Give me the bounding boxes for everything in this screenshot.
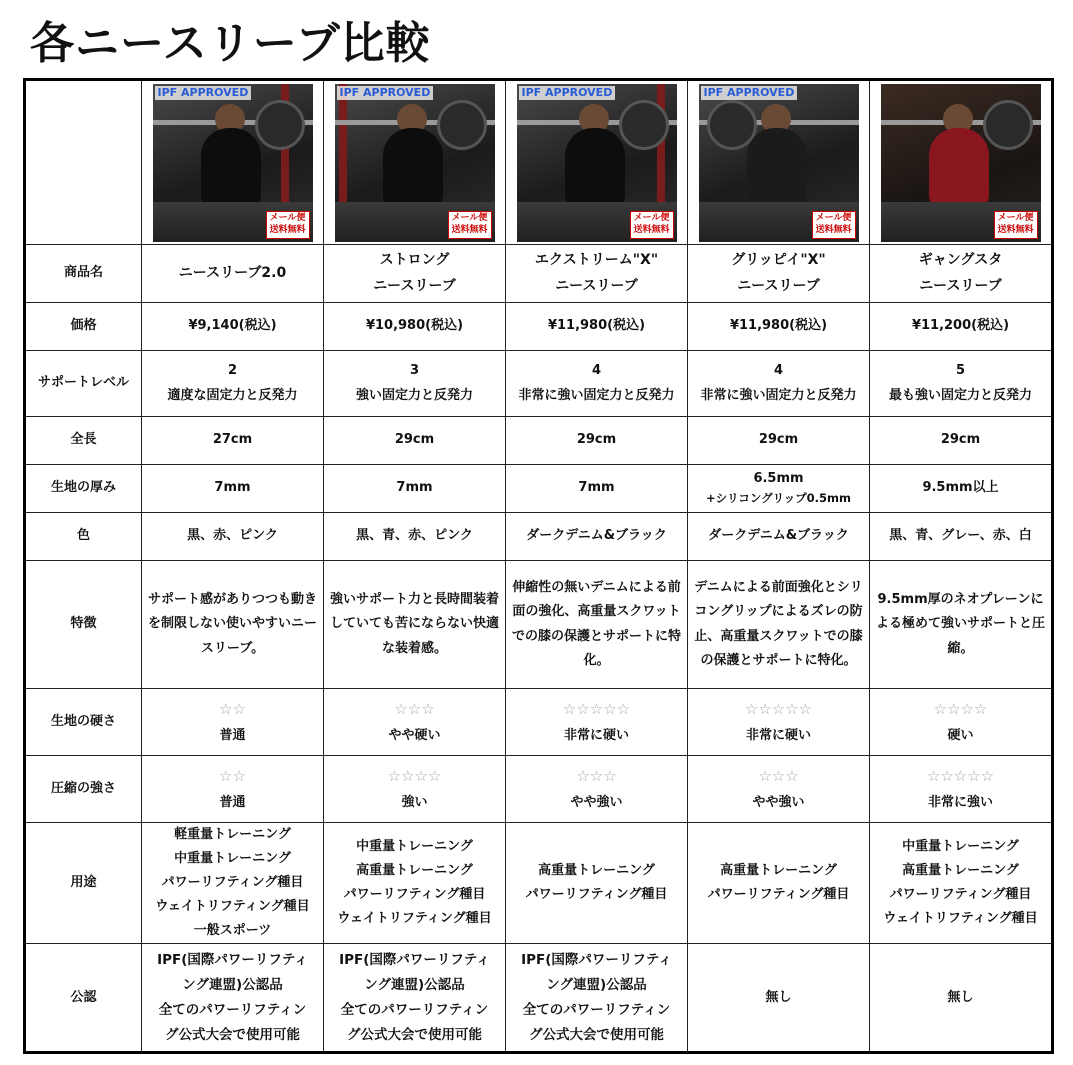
thickness-cell: 6.5mm +シリコングリップ0.5mm <box>688 465 870 513</box>
thickness-cell: 9.5mm以上 <box>870 465 1053 513</box>
product-photo-cell <box>688 80 870 245</box>
product-photo[interactable] <box>699 84 859 242</box>
length-cell: 29cm <box>506 417 688 465</box>
product-photo-cell <box>142 80 324 245</box>
usage-cell: 高重量トレーニング パワーリフティング種目 <box>688 823 870 944</box>
star-rating: ☆☆☆☆ <box>933 700 988 719</box>
ipf-approved-logo: IPF APPROVED <box>701 86 798 100</box>
free-shipping-badge: メール便 送料無料 <box>266 211 310 239</box>
approval-cell: IPF(国際パワーリフティ ング連盟)公認品 全てのパワーリフティン グ公式大会で使用可能 <box>142 944 324 1053</box>
comparison-table <box>23 78 1054 1054</box>
support-cell: 2 適度な固定力と反発力 <box>142 351 324 417</box>
color-cell: ダークデニム&ブラック <box>506 513 688 561</box>
star-rating: ☆☆☆☆☆ <box>562 700 631 719</box>
page-title: 各ニースリーブ比較 <box>30 18 431 69</box>
corner-cell <box>25 80 142 245</box>
features-cell: 強いサポート力と長時間装着していても苦にならない快適な装着感。 <box>324 561 506 689</box>
approval-cell: 無し <box>870 944 1053 1053</box>
product-photo[interactable] <box>335 84 495 242</box>
star-rating: ☆☆☆ <box>758 767 799 786</box>
name-row <box>25 245 1053 303</box>
approval-row <box>25 944 1053 1053</box>
row-label: 色 <box>25 513 142 561</box>
product-name: ニースリーブ2.0 <box>142 245 324 303</box>
support-row <box>25 351 1053 417</box>
row-label: 生地の硬さ <box>25 689 142 756</box>
length-cell: 27cm <box>142 417 324 465</box>
hardness-cell: ☆☆☆☆☆ 非常に硬い <box>688 689 870 756</box>
product-name: ギャングスタ ニースリーブ <box>870 245 1053 303</box>
row-label: サポートレベル <box>25 351 142 417</box>
hardness-cell: ☆☆ 普通 <box>142 689 324 756</box>
usage-cell: 中重量トレーニング 高重量トレーニング パワーリフティング種目 ウェイトリフティング種目 <box>870 823 1053 944</box>
approval-cell: 無し <box>688 944 870 1053</box>
free-shipping-badge: メール便 送料無料 <box>630 211 674 239</box>
features-cell: 9.5mm厚のネオプレーンによる極めて強いサポートと圧縮。 <box>870 561 1053 689</box>
features-cell: デニムによる前面強化とシリコングリップによるズレの防止、高重量スクワットでの膝の保護とサポートに特化。 <box>688 561 870 689</box>
features-row <box>25 561 1053 689</box>
price-cell: ¥11,980(税込) <box>688 303 870 351</box>
product-photo[interactable] <box>153 84 313 242</box>
features-cell: 伸縮性の無いデニムによる前面の強化、高重量スクワットでの膝の保護とサポートに特化。 <box>506 561 688 689</box>
row-label: 特徴 <box>25 561 142 689</box>
row-label: 用途 <box>25 823 142 944</box>
compression-cell: ☆☆☆ やや強い <box>688 756 870 823</box>
star-rating: ☆☆☆☆☆ <box>744 700 813 719</box>
color-row <box>25 513 1053 561</box>
free-shipping-badge: メール便 送料無料 <box>812 211 856 239</box>
support-cell: 5 最も強い固定力と反発力 <box>870 351 1053 417</box>
length-cell: 29cm <box>688 417 870 465</box>
usage-cell: 高重量トレーニング パワーリフティング種目 <box>506 823 688 944</box>
compression-cell: ☆☆☆☆ 強い <box>324 756 506 823</box>
price-cell: ¥11,200(税込) <box>870 303 1053 351</box>
thickness-cell: 7mm <box>324 465 506 513</box>
compression-cell: ☆☆☆ やや強い <box>506 756 688 823</box>
support-cell: 4 非常に強い固定力と反発力 <box>688 351 870 417</box>
support-cell: 4 非常に強い固定力と反発力 <box>506 351 688 417</box>
length-cell: 29cm <box>324 417 506 465</box>
approval-cell: IPF(国際パワーリフティ ング連盟)公認品 全てのパワーリフティン グ公式大会で使用可能 <box>324 944 506 1053</box>
approval-cell: IPF(国際パワーリフティ ング連盟)公認品 全てのパワーリフティン グ公式大会で使用可能 <box>506 944 688 1053</box>
compression-row <box>25 756 1053 823</box>
row-label: 生地の厚み <box>25 465 142 513</box>
star-rating: ☆☆☆☆☆ <box>926 767 995 786</box>
color-cell: 黒、青、赤、ピンク <box>324 513 506 561</box>
ipf-approved-logo: IPF APPROVED <box>519 86 616 100</box>
product-name: ストロング ニースリーブ <box>324 245 506 303</box>
price-cell: ¥11,980(税込) <box>506 303 688 351</box>
thickness-row <box>25 465 1053 513</box>
hardness-cell: ☆☆☆ やや硬い <box>324 689 506 756</box>
product-photo-cell <box>324 80 506 245</box>
star-rating: ☆☆ <box>219 700 246 719</box>
thickness-cell: 7mm <box>142 465 324 513</box>
usage-row <box>25 823 1053 944</box>
price-row <box>25 303 1053 351</box>
product-photo[interactable] <box>881 84 1041 242</box>
product-name: エクストリーム"X" ニースリーブ <box>506 245 688 303</box>
row-label: 商品名 <box>25 245 142 303</box>
hardness-cell: ☆☆☆☆ 硬い <box>870 689 1053 756</box>
length-row <box>25 417 1053 465</box>
star-rating: ☆☆☆ <box>394 700 435 719</box>
ipf-approved-logo: IPF APPROVED <box>337 86 434 100</box>
row-label: 圧縮の強さ <box>25 756 142 823</box>
star-rating: ☆☆☆☆ <box>387 767 442 786</box>
support-cell: 3 強い固定力と反発力 <box>324 351 506 417</box>
product-photo-cell <box>870 80 1053 245</box>
row-label: 全長 <box>25 417 142 465</box>
product-photo[interactable] <box>517 84 677 242</box>
product-name: グリッピイ"X" ニースリーブ <box>688 245 870 303</box>
color-cell: ダークデニム&ブラック <box>688 513 870 561</box>
color-cell: 黒、青、グレー、赤、白 <box>870 513 1053 561</box>
photo-row <box>25 80 1053 245</box>
product-photo-cell <box>506 80 688 245</box>
free-shipping-badge: メール便 送料無料 <box>994 211 1038 239</box>
ipf-approved-logo: IPF APPROVED <box>155 86 252 100</box>
usage-cell: 軽重量トレーニング 中重量トレーニング パワーリフティング種目 ウェイトリフティング種目 一般スポーツ <box>142 823 324 944</box>
price-cell: ¥9,140(税込) <box>142 303 324 351</box>
usage-cell: 中重量トレーニング 高重量トレーニング パワーリフティング種目 ウェイトリフティング種目 <box>324 823 506 944</box>
star-rating: ☆☆ <box>219 767 246 786</box>
star-rating: ☆☆☆ <box>576 767 617 786</box>
features-cell: サポート感がありつつも動きを制限しない使いやすいニースリーブ。 <box>142 561 324 689</box>
color-cell: 黒、赤、ピンク <box>142 513 324 561</box>
length-cell: 29cm <box>870 417 1053 465</box>
compression-cell: ☆☆☆☆☆ 非常に強い <box>870 756 1053 823</box>
thickness-cell: 7mm <box>506 465 688 513</box>
hardness-cell: ☆☆☆☆☆ 非常に硬い <box>506 689 688 756</box>
price-cell: ¥10,980(税込) <box>324 303 506 351</box>
free-shipping-badge: メール便 送料無料 <box>448 211 492 239</box>
compression-cell: ☆☆ 普通 <box>142 756 324 823</box>
row-label: 公認 <box>25 944 142 1053</box>
row-label: 価格 <box>25 303 142 351</box>
hardness-row <box>25 689 1053 756</box>
